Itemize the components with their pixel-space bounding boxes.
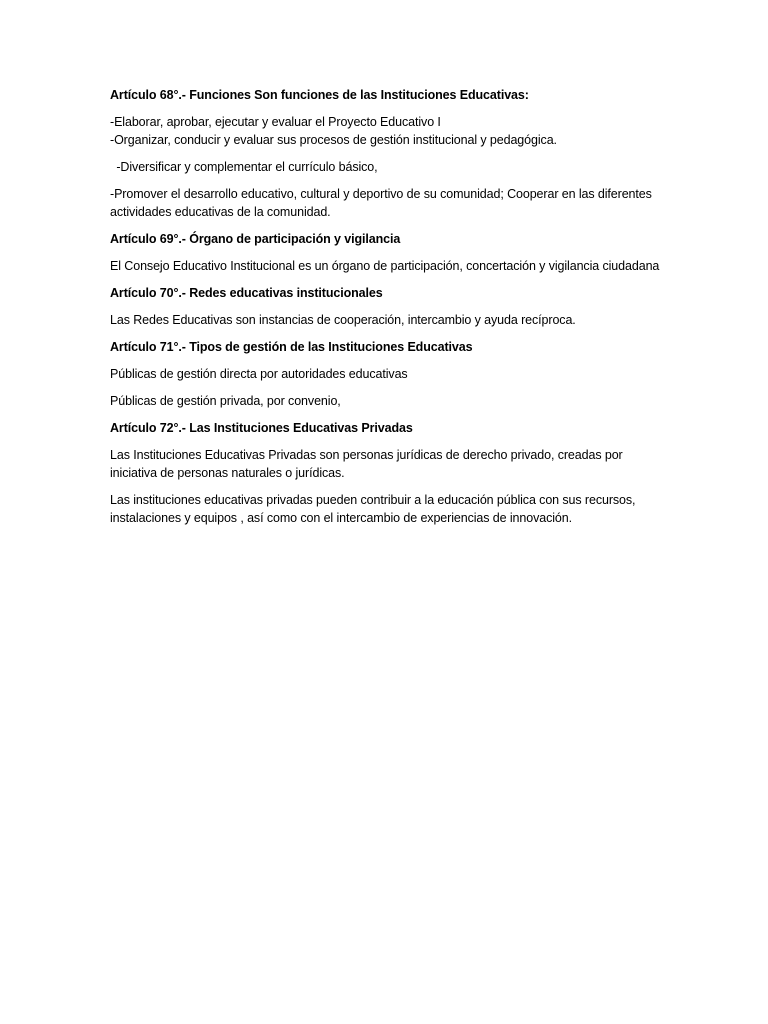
article-68-item-2: -Organizar, conducir y evaluar sus procesos de gestión institucional y pedagógica. — [110, 133, 557, 147]
article-71-heading: Artículo 71°.- Tipos de gestión de las Instituciones Educativas — [110, 340, 473, 354]
article-72-text-1: Las Instituciones Educativas Privadas son personas jurídicas de derecho privado, creadas por iniciativa de personas naturales o jurídicas. — [110, 448, 623, 480]
document-page — [110, 86, 670, 536]
article-68-item-1: -Elaborar, aprobar, ejecutar y evaluar el Proyecto Educativo I — [110, 115, 441, 129]
article-70-heading: Artículo 70°.- Redes educativas institucionales — [110, 286, 383, 300]
article-70-text: Las Redes Educativas son instancias de cooperación, intercambio y ayuda recíproca. — [110, 313, 576, 327]
article-71-item-1: Públicas de gestión directa por autoridades educativas — [110, 367, 408, 381]
article-69-heading: Artículo 69°.- Órgano de participación y vigilancia — [110, 232, 401, 246]
article-69-text: El Consejo Educativo Institucional es un órgano de participación, concertación y vigilancia ciudadana — [110, 259, 660, 273]
article-68-list — [110, 113, 670, 149]
article-68-heading: Artículo 68°.- Funciones Son funciones de las Instituciones Educativas: — [110, 88, 529, 102]
article-72-text-2: Las instituciones educativas privadas pueden contribuir a la educación pública con sus recursos, instalaciones y equipos , así como con el intercambio de experiencias de innovación. — [110, 493, 636, 525]
article-68-item-4: -Promover el desarrollo educativo, cultural y deportivo de su comunidad; Cooperar en las diferentes actividades educativas de la comunidad. — [110, 187, 652, 219]
article-68-item-3: -Diversificar y complementar el currículo básico, — [113, 160, 378, 174]
article-71-item-2: Públicas de gestión privada, por convenio, — [110, 394, 341, 408]
article-72-heading: Artículo 72°.- Las Instituciones Educativas Privadas — [110, 421, 413, 435]
